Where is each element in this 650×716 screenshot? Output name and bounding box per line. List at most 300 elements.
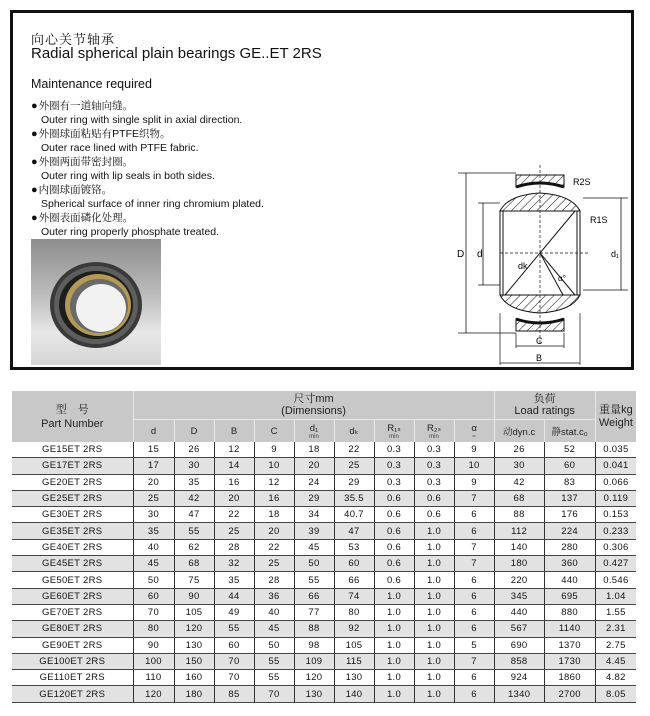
table-cell: 0.233 — [595, 523, 636, 539]
weight-header-en: Weight — [598, 416, 633, 429]
label-alpha: α° — [558, 274, 566, 283]
table-cell: 22 — [334, 442, 374, 458]
table-cell: 12 — [214, 442, 254, 458]
table-cell: 53 — [334, 539, 374, 555]
table-cell: 90 — [133, 637, 174, 653]
table-cell: 105 — [334, 637, 374, 653]
table-cell: 25 — [334, 458, 374, 474]
table-cell: 110 — [133, 670, 174, 686]
part-number-cell: GE100ET 2RS — [12, 653, 133, 669]
table-cell: 100 — [133, 653, 174, 669]
table-cell: 880 — [544, 604, 595, 620]
table-cell: 1370 — [544, 637, 595, 653]
table-cell: 35 — [214, 572, 254, 588]
table-cell: 1.0 — [414, 670, 454, 686]
table-cell: 7 — [454, 490, 494, 506]
load-ratings-header-en: Load ratings — [514, 405, 575, 417]
table-cell: 20 — [254, 523, 294, 539]
table-row — [12, 637, 636, 653]
table-cell: 1.0 — [414, 588, 454, 604]
table-cell: 345 — [494, 588, 544, 604]
table-cell: 55 — [214, 621, 254, 637]
table-cell: 1.0 — [414, 604, 454, 620]
table-cell: 1.0 — [374, 686, 414, 702]
part-number-cell: GE60ET 2RS — [12, 588, 133, 604]
table-cell: 50 — [133, 572, 174, 588]
table-cell: 0.041 — [595, 458, 636, 474]
table-row — [12, 490, 636, 506]
feature-item-cn — [31, 183, 264, 197]
table-cell: 1.0 — [414, 621, 454, 637]
specification-table — [12, 391, 636, 703]
table-cell: 6 — [454, 572, 494, 588]
table-cell: 280 — [544, 539, 595, 555]
part-number-cell: GE35ET 2RS — [12, 523, 133, 539]
table-cell: 115 — [334, 653, 374, 669]
table-cell: 92 — [334, 621, 374, 637]
table-cell: 90 — [174, 588, 214, 604]
table-cell: 35 — [174, 474, 214, 490]
table-row — [12, 442, 636, 458]
column-header — [374, 420, 414, 443]
table-cell: 10 — [454, 458, 494, 474]
column-header — [133, 420, 174, 443]
column-header-label: C — [270, 425, 278, 437]
feature-text-cn: 外圈有一道轴向缝。 — [38, 100, 134, 112]
table-row — [12, 474, 636, 490]
table-cell: 360 — [544, 556, 595, 572]
table-cell: 36 — [254, 588, 294, 604]
column-header-sub: min — [389, 433, 399, 440]
table-cell: 858 — [494, 653, 544, 669]
table-row — [12, 572, 636, 588]
part-number-cell: GE17ET 2RS — [12, 458, 133, 474]
column-header-label: B — [230, 425, 238, 437]
table-cell: 150 — [174, 653, 214, 669]
table-cell: 30 — [174, 458, 214, 474]
table-cell: 0.3 — [414, 442, 454, 458]
table-cell: 0.6 — [374, 507, 414, 523]
column-header-label: D — [190, 425, 198, 437]
table-row — [12, 539, 636, 555]
table-cell: 0.6 — [414, 490, 454, 506]
table-row — [12, 670, 636, 686]
table-cell: 180 — [174, 686, 214, 702]
column-header-label: α — [471, 422, 477, 434]
table-cell: 16 — [214, 474, 254, 490]
table-cell: 74 — [334, 588, 374, 604]
table-cell: 140 — [494, 539, 544, 555]
table-cell: 0.3 — [374, 442, 414, 458]
table-cell: 66 — [334, 572, 374, 588]
table-cell: 0.6 — [374, 490, 414, 506]
table-row — [12, 604, 636, 620]
table-cell: 1.0 — [374, 621, 414, 637]
table-cell: 120 — [133, 686, 174, 702]
table-cell: 75 — [174, 572, 214, 588]
bullet-icon: ● — [31, 128, 38, 140]
column-header-sub: ≈ — [472, 433, 476, 440]
part-number-header-en: Part Number — [41, 417, 104, 430]
table-cell: 45 — [254, 621, 294, 637]
table-cell: 220 — [494, 572, 544, 588]
column-header-label: 静stat.c₀ — [551, 427, 588, 438]
table-cell: 80 — [133, 621, 174, 637]
table-cell: 176 — [544, 507, 595, 523]
table-cell: 30 — [494, 458, 544, 474]
table-cell: 26 — [494, 442, 544, 458]
table-cell: 18 — [254, 507, 294, 523]
table-cell: 1.0 — [374, 604, 414, 620]
part-number-cell: GE80ET 2RS — [12, 621, 133, 637]
table-cell: 1.04 — [595, 588, 636, 604]
feature-item-cn — [31, 127, 264, 141]
table-cell: 77 — [294, 604, 334, 620]
table-cell: 1.0 — [414, 686, 454, 702]
bearing-photo-icon — [31, 239, 161, 365]
table-cell: 44 — [214, 588, 254, 604]
table-cell: 1.0 — [414, 523, 454, 539]
table-cell: 6 — [454, 686, 494, 702]
table-cell: 6 — [454, 621, 494, 637]
table-cell: 1.0 — [414, 539, 454, 555]
table-cell: 60 — [214, 637, 254, 653]
table-cell: 0.153 — [595, 507, 636, 523]
table-cell: 22 — [214, 507, 254, 523]
feature-item-en: Spherical surface of inner ring chromium plated. — [41, 198, 264, 210]
table-cell: 55 — [254, 670, 294, 686]
table-cell: 0.546 — [595, 572, 636, 588]
table-cell: 10 — [254, 458, 294, 474]
bullet-icon: ● — [31, 212, 38, 224]
table-cell: 6 — [454, 670, 494, 686]
table-cell: 0.035 — [595, 442, 636, 458]
table-row — [12, 458, 636, 474]
table-cell: 224 — [544, 523, 595, 539]
table-cell: 0.119 — [595, 490, 636, 506]
table-cell: 9 — [454, 474, 494, 490]
feature-item-cn — [31, 99, 264, 113]
column-header-label: dₖ — [349, 425, 359, 437]
table-cell: 62 — [174, 539, 214, 555]
table-row — [12, 686, 636, 702]
table-cell: 924 — [494, 670, 544, 686]
table-cell: 17 — [133, 458, 174, 474]
table-cell: 39 — [294, 523, 334, 539]
table-cell: 68 — [494, 490, 544, 506]
table-cell: 130 — [294, 686, 334, 702]
label-d: d — [477, 249, 483, 260]
dimensions-header — [133, 391, 494, 420]
table-cell: 20 — [133, 474, 174, 490]
table-cell: 25 — [254, 556, 294, 572]
table-cell: 40 — [254, 604, 294, 620]
table-cell: 7 — [454, 539, 494, 555]
table-cell: 695 — [544, 588, 595, 604]
label-d1: d₁ — [611, 249, 620, 259]
feature-item-en: Outer ring with single split in axial direction. — [41, 114, 243, 126]
table-cell: 0.6 — [414, 507, 454, 523]
column-header — [494, 420, 544, 443]
table-cell: 32 — [214, 556, 254, 572]
title-chinese: 向心关节轴承 — [31, 32, 116, 47]
feature-item-en: Outer ring properly phosphate treated. — [41, 226, 220, 238]
part-number-header — [12, 391, 133, 442]
table-cell: 22 — [254, 539, 294, 555]
table-cell: 70 — [254, 686, 294, 702]
table-cell: 7 — [454, 653, 494, 669]
label-B: B — [536, 353, 543, 363]
table-cell: 25 — [214, 523, 254, 539]
table-row — [12, 507, 636, 523]
table-cell: 2700 — [544, 686, 595, 702]
table-cell: 35 — [133, 523, 174, 539]
table-cell: 88 — [294, 621, 334, 637]
table-cell: 80 — [334, 604, 374, 620]
table-cell: 40.7 — [334, 507, 374, 523]
table-cell: 0.066 — [595, 474, 636, 490]
table-cell: 0.6 — [374, 523, 414, 539]
column-header-label: 动dyn.c — [503, 427, 536, 438]
feature-text-cn: 外圈两面带密封圈。 — [38, 156, 134, 168]
table-cell: 29 — [334, 474, 374, 490]
table-cell: 1730 — [544, 653, 595, 669]
table-cell: 12 — [254, 474, 294, 490]
table-cell: 130 — [334, 670, 374, 686]
table-cell: 85 — [214, 686, 254, 702]
bullet-icon: ● — [31, 100, 38, 112]
table-cell: 88 — [494, 507, 544, 523]
table-cell: 55 — [254, 653, 294, 669]
weight-header — [595, 391, 636, 442]
column-header — [294, 420, 334, 443]
table-cell: 6 — [454, 604, 494, 620]
label-dk: dk — [518, 261, 528, 271]
table-cell: 34 — [294, 507, 334, 523]
table-cell: 690 — [494, 637, 544, 653]
part-number-cell: GE50ET 2RS — [12, 572, 133, 588]
table-cell: 8.05 — [595, 686, 636, 702]
column-header-label: d₁ — [309, 422, 319, 434]
table-cell: 2.31 — [595, 621, 636, 637]
title-english: Radial spherical plain bearings GE..ET 2RS — [31, 45, 322, 62]
column-header-label: d — [150, 425, 157, 437]
table-cell: 1140 — [544, 621, 595, 637]
table-cell: 440 — [544, 572, 595, 588]
column-header — [214, 420, 254, 443]
table-cell: 60 — [544, 458, 595, 474]
table-cell: 70 — [214, 670, 254, 686]
part-number-cell: GE110ET 2RS — [12, 670, 133, 686]
table-cell: 0.6 — [374, 572, 414, 588]
table-cell: 130 — [174, 637, 214, 653]
table-cell: 6 — [454, 588, 494, 604]
table-cell: 55 — [174, 523, 214, 539]
table-cell: 1340 — [494, 686, 544, 702]
table-cell: 567 — [494, 621, 544, 637]
table-cell: 0.3 — [374, 474, 414, 490]
column-header-sub: min — [429, 433, 439, 440]
table-cell: 70 — [214, 653, 254, 669]
table-cell: 68 — [174, 556, 214, 572]
weight-header-cn: 重量kg — [599, 403, 633, 416]
feature-item-en: Outer race lined with PTFE fabric. — [41, 142, 199, 154]
feature-item-en: Outer ring with lip seals in both sides. — [41, 170, 215, 182]
table-cell: 1.55 — [595, 604, 636, 620]
label-C: C — [536, 336, 543, 346]
table-cell: 60 — [334, 556, 374, 572]
table-cell: 40 — [133, 539, 174, 555]
table-cell: 15 — [133, 442, 174, 458]
table-row — [12, 523, 636, 539]
label-r1s: R1S — [590, 215, 608, 225]
table-row — [12, 621, 636, 637]
table-cell: 50 — [294, 556, 334, 572]
table-cell: 50 — [254, 637, 294, 653]
feature-text-cn: 外圈表面磷化处理。 — [38, 212, 134, 224]
table-cell: 20 — [294, 458, 334, 474]
table-cell: 1.0 — [414, 653, 454, 669]
feature-text-cn: 内圈球面镀铬。 — [38, 184, 113, 196]
table-cell: 35.5 — [334, 490, 374, 506]
dimensions-header-en: (Dimensions) — [281, 405, 346, 417]
part-number-cell: GE20ET 2RS — [12, 474, 133, 490]
table-cell: 16 — [254, 490, 294, 506]
table-cell: 42 — [494, 474, 544, 490]
part-number-cell: GE25ET 2RS — [12, 490, 133, 506]
dimensions-header-cn: 尺寸mm — [293, 393, 334, 405]
table-cell: 0.6 — [374, 539, 414, 555]
column-header — [334, 420, 374, 443]
table-cell: 0.3 — [414, 474, 454, 490]
maintenance-label: Maintenance required — [31, 77, 152, 91]
table-cell: 20 — [214, 490, 254, 506]
label-r2s: R2S — [573, 177, 591, 187]
feature-text-cn: 外圈球面粘贴有PTFE织物。 — [38, 128, 171, 140]
table-cell: 120 — [174, 621, 214, 637]
table-cell: 66 — [294, 588, 334, 604]
feature-list — [31, 99, 264, 239]
part-number-header-cn: 型 号 — [55, 403, 89, 416]
column-header-sub: min — [309, 433, 319, 440]
part-number-cell: GE90ET 2RS — [12, 637, 133, 653]
table-cell: 0.427 — [595, 556, 636, 572]
table-cell: 60 — [133, 588, 174, 604]
column-header — [174, 420, 214, 443]
column-header — [544, 420, 595, 443]
table-row — [12, 653, 636, 669]
table-cell: 1.0 — [414, 637, 454, 653]
table-cell: 1.0 — [374, 637, 414, 653]
bearing-photo — [31, 239, 161, 365]
table-cell: 5 — [454, 637, 494, 653]
part-number-cell: GE120ET 2RS — [12, 686, 133, 702]
table-row — [12, 588, 636, 604]
table-cell: 98 — [294, 637, 334, 653]
table-cell: 9 — [254, 442, 294, 458]
table-cell: 1.0 — [374, 588, 414, 604]
table-cell: 0.306 — [595, 539, 636, 555]
table-cell: 4.82 — [595, 670, 636, 686]
table-cell: 70 — [133, 604, 174, 620]
table-cell: 18 — [294, 442, 334, 458]
table-cell: 49 — [214, 604, 254, 620]
table-cell: 112 — [494, 523, 544, 539]
column-header — [254, 420, 294, 443]
label-D: D — [457, 249, 465, 260]
table-cell: 1.0 — [374, 653, 414, 669]
table-cell: 180 — [494, 556, 544, 572]
table-cell: 1.0 — [414, 556, 454, 572]
part-number-cell: GE40ET 2RS — [12, 539, 133, 555]
table-cell: 105 — [174, 604, 214, 620]
table-cell: 45 — [133, 556, 174, 572]
part-number-cell: GE45ET 2RS — [12, 556, 133, 572]
table-cell: 25 — [133, 490, 174, 506]
table-row — [12, 556, 636, 572]
table-cell: 9 — [454, 442, 494, 458]
table-cell: 47 — [334, 523, 374, 539]
table-cell: 120 — [294, 670, 334, 686]
part-number-cell: GE15ET 2RS — [12, 442, 133, 458]
bearing-cross-section-diagram — [433, 153, 633, 373]
table-cell: 440 — [494, 604, 544, 620]
table-cell: 6 — [454, 523, 494, 539]
column-header — [454, 420, 494, 443]
bullet-icon: ● — [31, 156, 38, 168]
feature-item-cn — [31, 155, 264, 169]
table-cell: 1.0 — [414, 572, 454, 588]
load-ratings-header — [494, 391, 595, 420]
table-cell: 6 — [454, 507, 494, 523]
table-cell: 42 — [174, 490, 214, 506]
table-cell: 2.75 — [595, 637, 636, 653]
table-cell: 47 — [174, 507, 214, 523]
column-header — [414, 420, 454, 443]
bullet-icon: ● — [31, 184, 38, 196]
table-cell: 24 — [294, 474, 334, 490]
table-cell: 7 — [454, 556, 494, 572]
table-cell: 0.3 — [414, 458, 454, 474]
table-cell: 140 — [334, 686, 374, 702]
table-cell: 160 — [174, 670, 214, 686]
load-ratings-header-cn: 负荷 — [533, 393, 556, 405]
feature-item-cn — [31, 211, 264, 225]
table-cell: 109 — [294, 653, 334, 669]
table-cell: 14 — [214, 458, 254, 474]
table-cell: 28 — [254, 572, 294, 588]
column-header-label: R₁ₛ — [387, 422, 401, 434]
table-cell: 4.45 — [595, 653, 636, 669]
product-info-panel — [10, 10, 634, 370]
part-number-cell: GE30ET 2RS — [12, 507, 133, 523]
column-header-label: R₂ₛ — [426, 422, 442, 434]
table-cell: 26 — [174, 442, 214, 458]
table-cell: 52 — [544, 442, 595, 458]
table-cell: 28 — [214, 539, 254, 555]
table-cell: 0.3 — [374, 458, 414, 474]
table-cell: 45 — [294, 539, 334, 555]
table-cell: 30 — [133, 507, 174, 523]
table-cell: 55 — [294, 572, 334, 588]
part-number-cell: GE70ET 2RS — [12, 604, 133, 620]
table-cell: 1860 — [544, 670, 595, 686]
table-cell: 137 — [544, 490, 595, 506]
table-cell: 29 — [294, 490, 334, 506]
table-cell: 0.6 — [374, 556, 414, 572]
table-cell: 83 — [544, 474, 595, 490]
table-cell: 1.0 — [374, 670, 414, 686]
